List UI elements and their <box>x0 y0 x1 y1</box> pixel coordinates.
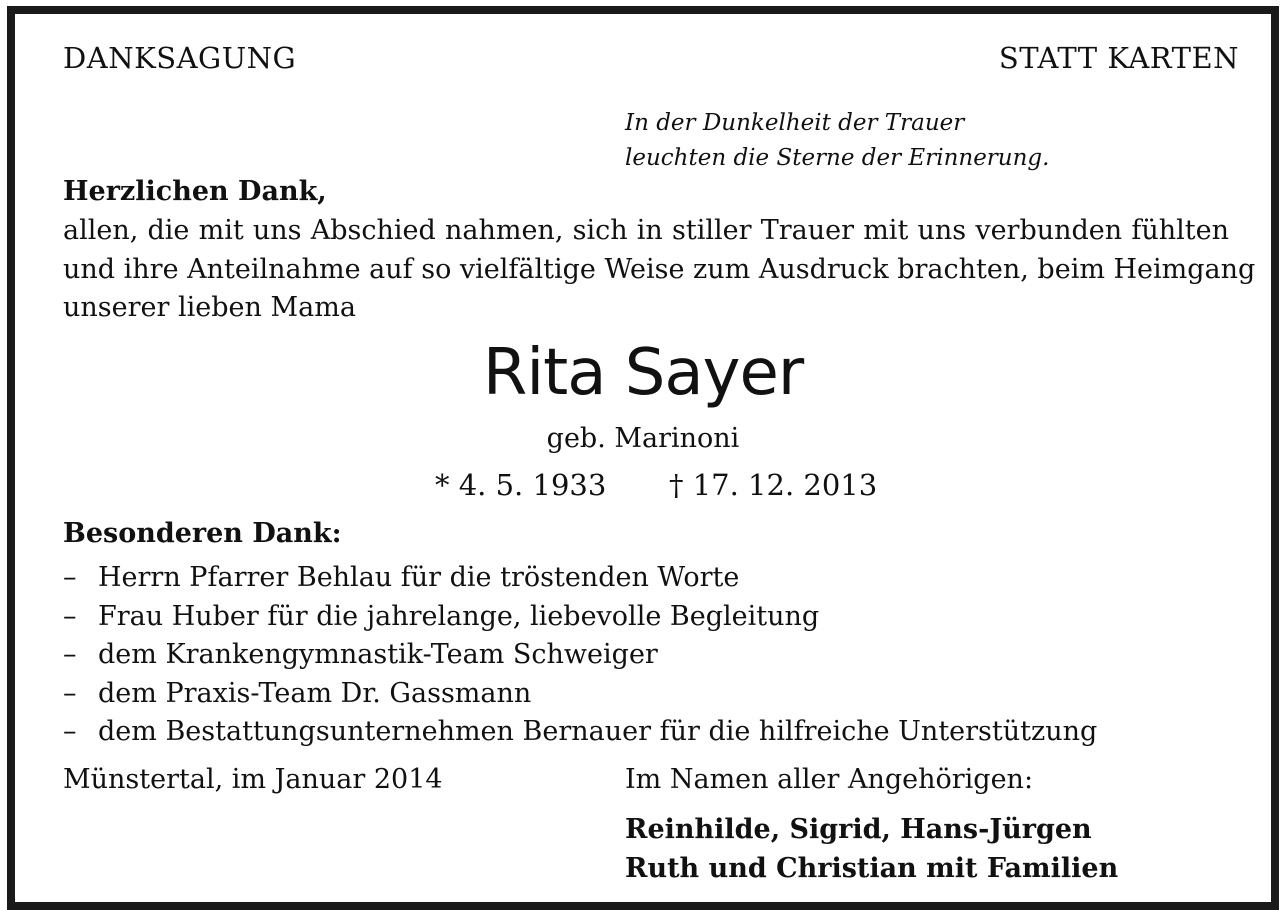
notice-subtype-heading: STATT KARTEN <box>998 41 1239 75</box>
intro-line-3: unserer lieben Mama <box>63 292 356 323</box>
intro-line-1: allen, die mit uns Abschied nahmen, sich in stiller Trauer mit uns verbunden fühlten <box>63 215 1229 246</box>
motto-quote <box>625 106 1049 176</box>
notice-type-heading: DANKSAGUNG <box>63 41 297 75</box>
motto-line-2: leuchten die Sterne der Erinnerung. <box>625 145 1050 171</box>
birth-date: * 4. 5. 1933 <box>435 468 607 502</box>
family-line-2: Ruth und Christian mit Familien <box>625 853 1119 884</box>
list-item <box>63 559 1097 598</box>
death-date: † 17. 12. 2013 <box>669 468 878 502</box>
intro-line-2: und ihre Anteilnahme auf so vielfältige Weise zum Ausdruck brachten, beim Heimgang <box>63 253 1256 285</box>
deceased-name: Rita Sayer <box>482 336 804 410</box>
list-item-text: Frau Huber für die jahrelange, liebevolle Begleitung <box>98 600 820 632</box>
on-behalf-label: Im Namen aller Angehörigen: <box>625 764 1034 795</box>
intro-paragraph <box>63 212 1256 328</box>
list-item-text: Herrn Pfarrer Behlau für die tröstenden Worte <box>98 562 740 593</box>
list-item-text: dem Bestattungsunternehmen Bernauer für die hilfreiche Unterstützung <box>98 716 1098 747</box>
list-item <box>63 598 1097 637</box>
list-item <box>63 713 1097 752</box>
dash-bullet: – <box>63 600 77 632</box>
dash-bullet: – <box>63 562 77 593</box>
list-item-text: dem Krankengymnastik-Team Schweiger <box>98 639 658 670</box>
list-item <box>63 675 1097 714</box>
special-thanks-heading: Besonderen Dank: <box>63 518 342 549</box>
list-item-text: dem Praxis-Team Dr. Gassmann <box>98 677 532 709</box>
notice-frame <box>7 6 1279 910</box>
dash-bullet: – <box>63 639 77 670</box>
dash-bullet: – <box>63 716 77 747</box>
motto-line-1: In der Dunkelheit der Trauer <box>625 110 965 136</box>
special-thanks-list <box>63 559 1097 752</box>
maiden-name: geb. Marinoni <box>546 423 740 454</box>
place-and-date: Münstertal, im Januar 2014 <box>63 764 443 795</box>
dash-bullet: – <box>63 677 77 709</box>
greeting-heading: Herzlichen Dank, <box>63 176 327 207</box>
family-line-1: Reinhilde, Sigrid, Hans-Jürgen <box>625 814 1092 845</box>
list-item <box>63 636 1097 675</box>
family-signature <box>625 810 1118 888</box>
